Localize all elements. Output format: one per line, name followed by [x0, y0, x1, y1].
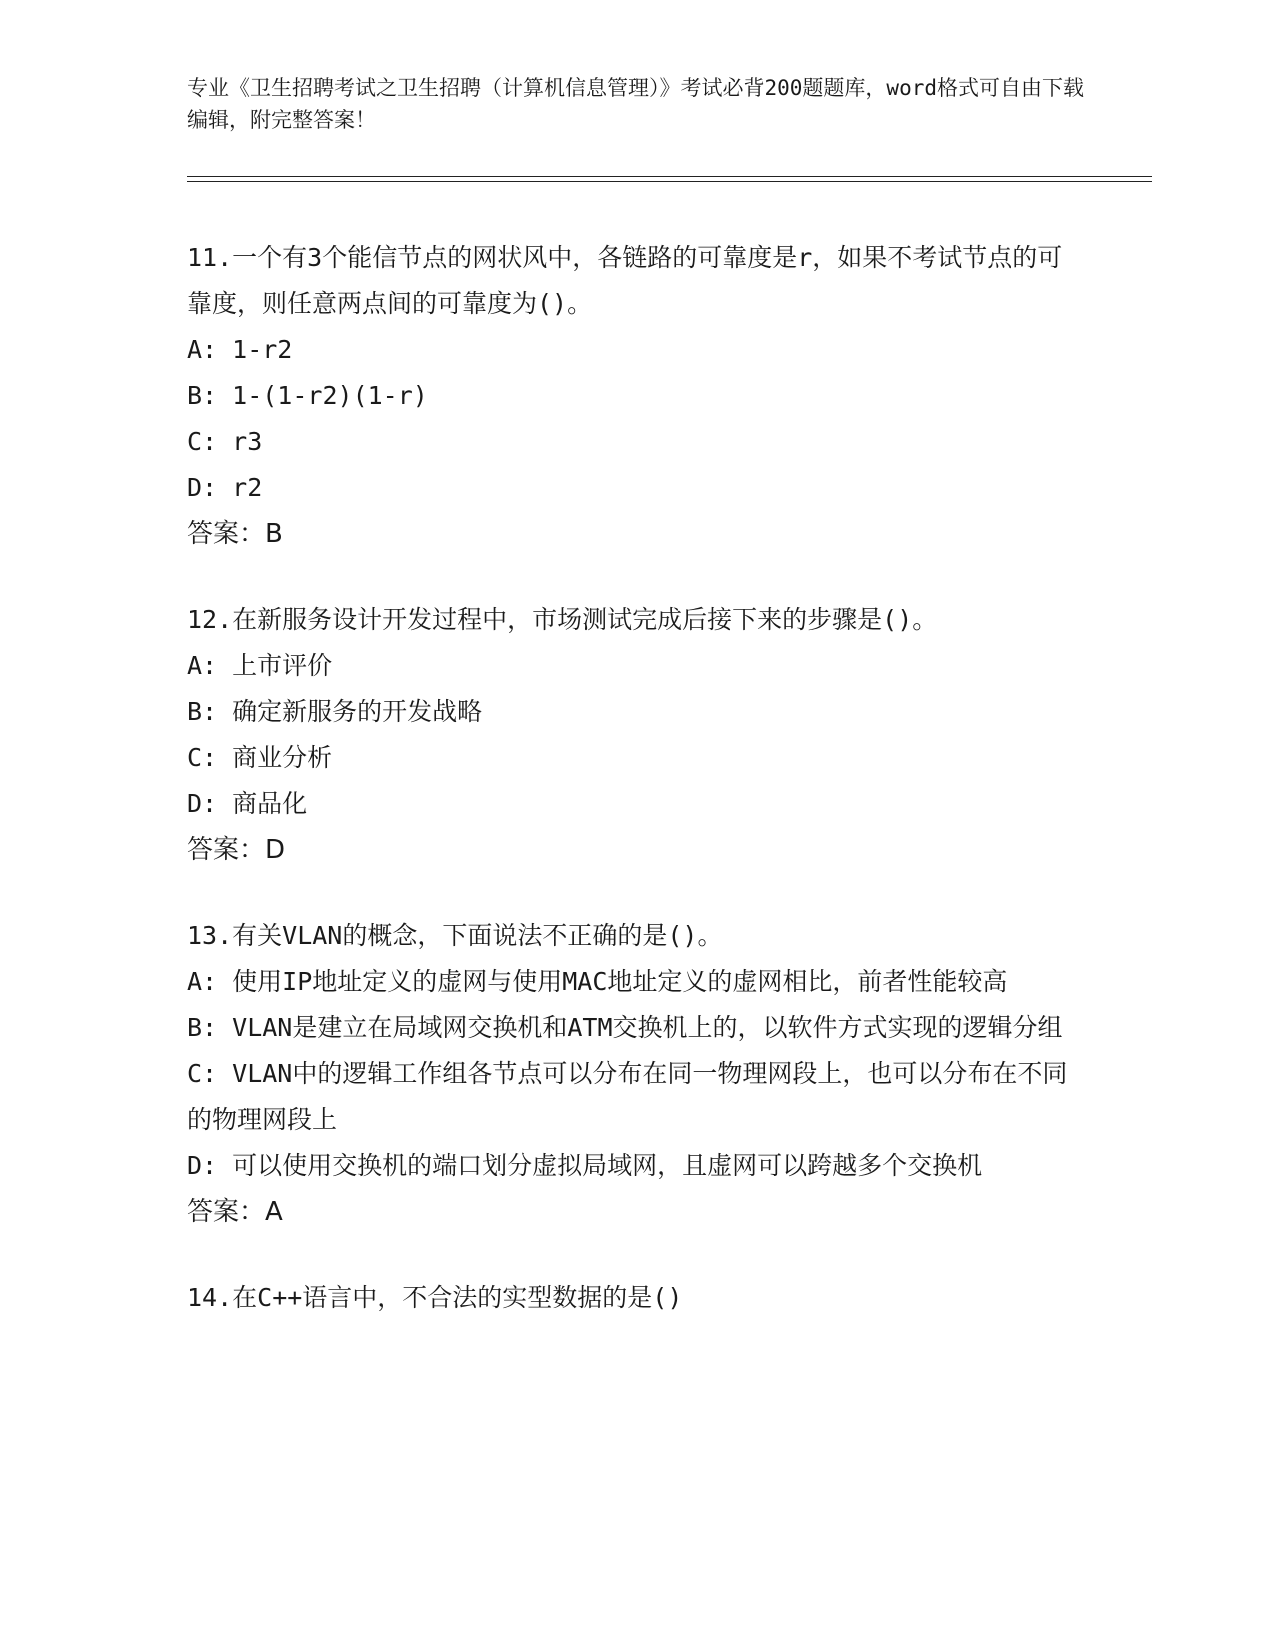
- question-list: [187, 235, 1087, 1361]
- question-stem: 11.一个有3个能信节点的网状风中，各链路的可靠度是r，如果不考试节点的可靠度，则任意两点间的可靠度为()。: [187, 243, 1063, 318]
- option-c: C: VLAN中的逻辑工作组各节点可以分布在同一物理网段上，也可以分布在不同的物理网段上: [187, 1059, 1068, 1134]
- question-12: [187, 597, 1087, 873]
- option-a: A: 1-r2: [187, 335, 293, 364]
- question-14: [187, 1275, 1087, 1321]
- option-b: B: 确定新服务的开发战略: [187, 697, 483, 726]
- question-stem: 13.有关VLAN的概念，下面说法不正确的是()。: [187, 921, 723, 950]
- question-stem: 12.在新服务设计开发过程中，市场测试完成后接下来的步骤是()。: [187, 605, 938, 634]
- option-d: D: 商品化: [187, 789, 308, 818]
- question-11: [187, 235, 1087, 557]
- document-header: [187, 72, 1087, 136]
- option-d: D: 可以使用交换机的端口划分虚拟局域网，且虚网可以跨越多个交换机: [187, 1151, 983, 1180]
- option-a: A: 使用IP地址定义的虚网与使用MAC地址定义的虚网相比，前者性能较高: [187, 967, 1008, 996]
- header-divider-top: [187, 176, 1152, 177]
- answer-label: 答案：B: [187, 519, 283, 549]
- option-d: D: r2: [187, 473, 263, 502]
- option-c: C: r3: [187, 427, 263, 456]
- question-stem: 14.在C++语言中，不合法的实型数据的是(): [187, 1283, 683, 1312]
- option-c: C: 商业分析: [187, 743, 333, 772]
- option-a: A: 上市评价: [187, 651, 333, 680]
- header-divider-bottom: [187, 181, 1152, 182]
- header-text: 专业《卫生招聘考试之卫生招聘（计算机信息管理）》考试必背200题题库，word格式可自由下载编辑，附完整答案！: [187, 76, 1084, 132]
- answer-label: 答案：D: [187, 835, 286, 865]
- answer-label: 答案：A: [187, 1197, 283, 1227]
- question-13: [187, 913, 1087, 1235]
- option-b: B: 1-(1-r2)(1-r): [187, 381, 428, 410]
- option-b: B: VLAN是建立在局域网交换机和ATM交换机上的，以软件方式实现的逻辑分组: [187, 1013, 1063, 1042]
